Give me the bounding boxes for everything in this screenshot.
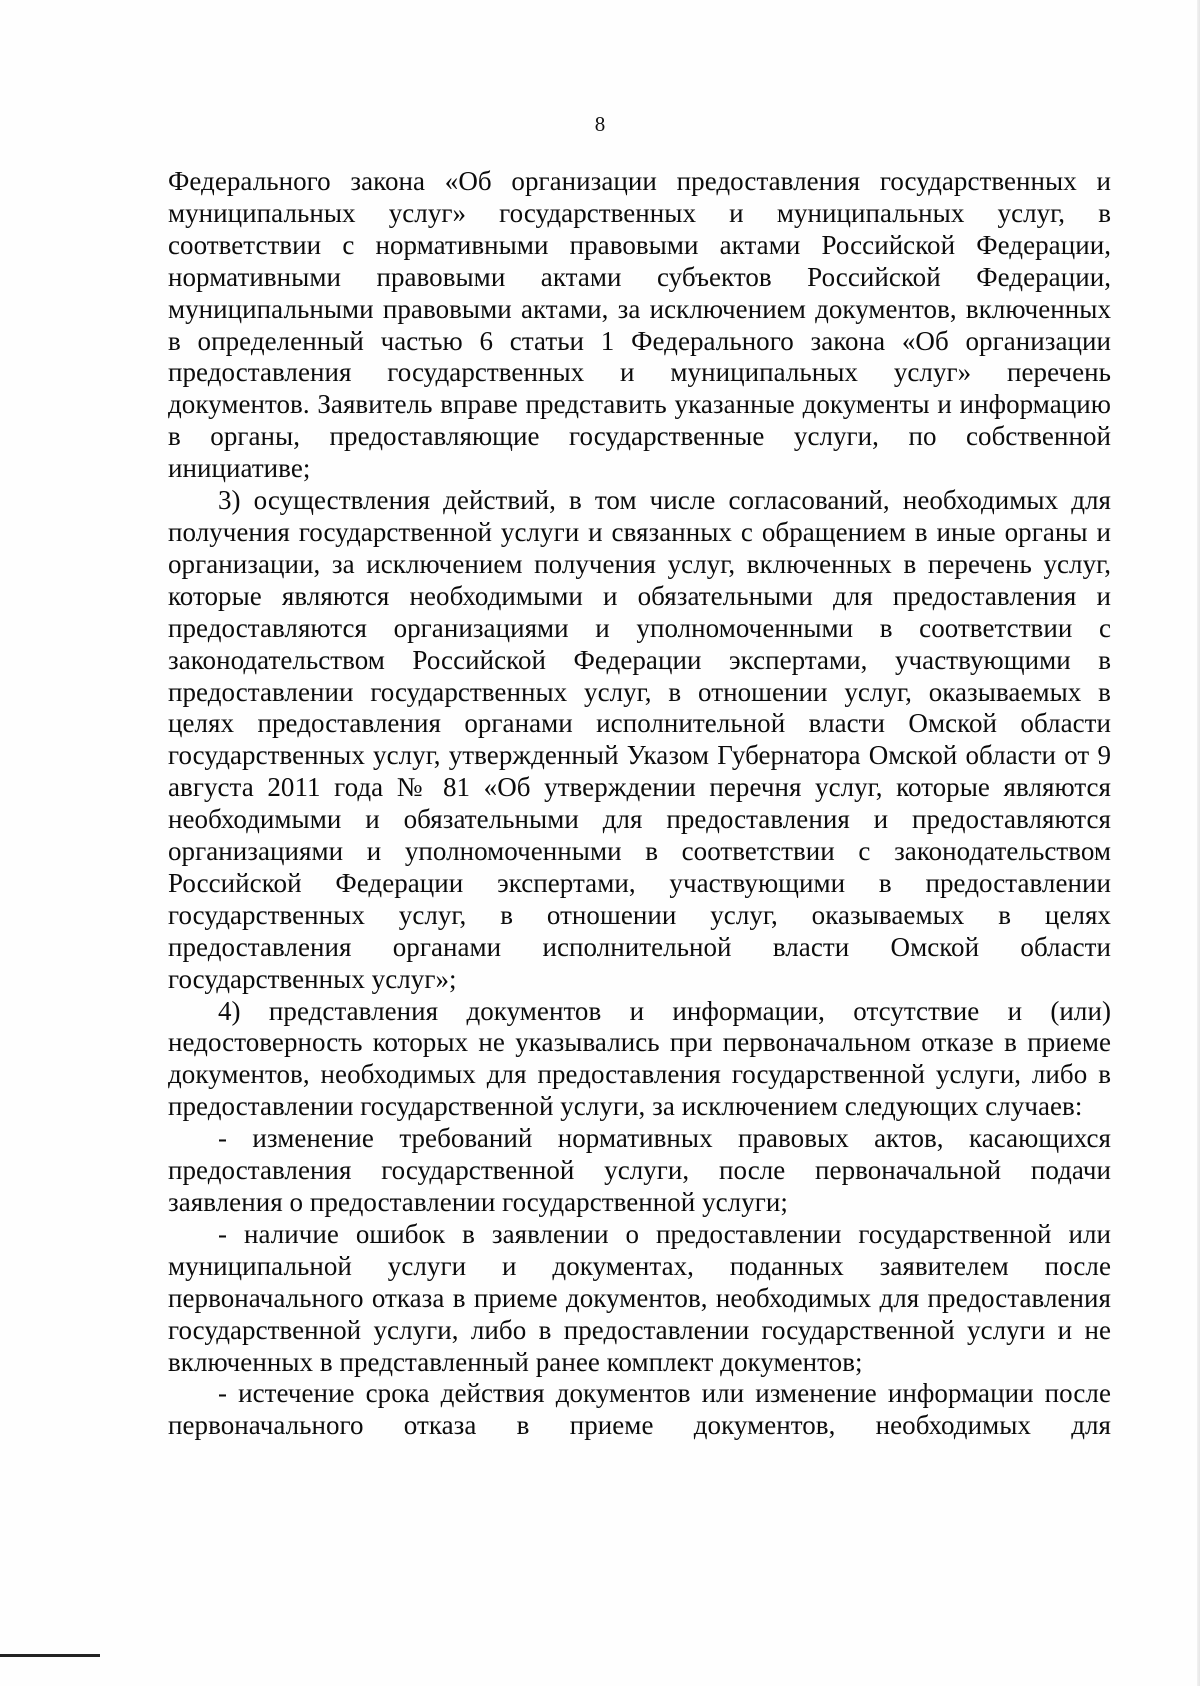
page-number: 8 [594,112,606,136]
document-body [168,166,1111,1442]
bottom-rule [0,1654,100,1657]
paragraph-continuation: Федерального закона «Об организации предоставления государственных и муниципальных услуг» государственных и муниципальных услуг, в соответствии с нормативными правовыми актами Российской Федерации, нормативными правовыми актами субъектов Российской Федерации, муниципальными правовыми актами, за исключением документов, включенных в определенный частью 6 статьи 1 Федерального закона «Об организации предоставления государственных и муниципальных услуг» перечень документов. Заявитель вправе представить указанные документы и информацию в органы, предоставляющие государственные услуги, по собственной инициативе; [168,166,1111,484]
paragraph-dash-item-1: - изменение требований нормативных правовых актов, касающихся предоставления государственной услуги, после первоначальной подачи заявления о предоставлении государственной услуги; [168,1123,1111,1217]
paragraph-dash-item-2: - наличие ошибок в заявлении о предоставлении государственной или муниципальной услуги и документах, поданных заявителем после первоначального отказа в приеме документов, необходимых для предоставления государственной услуги, либо в предоставлении государственной услуги и не включенных в представленный ранее комплект документов; [168,1218,1111,1377]
paragraph-dash-item-3: - истечение срока действия документов или изменение информации после первоначального отказа в приеме документов, необходимых для [168,1378,1111,1441]
paragraph-item-3: 3) осуществления действий, в том числе согласований, необходимых для получения государственной услуги и связанных с обращением в иные органы и организации, за исключением получения услуг, включенных в перечень услуг, которые являются необходимыми и обязательными для предоставления и предоставляются организациями и уполномоченными в соответствии с законодательством Российской Федерации экспертами, участвующими в предоставлении государственных услуг, в отношении услуг, оказываемых в целях предоставления органами исполнительной власти Омской области государственных услуг, утвержденный Указом Губернатора Омской области от 9 августа 2011 года № 81 «Об утверждении перечня услуг, которые являются необходимыми и обязательными для предоставления и предоставляются организациями и уполномоченными в соответствии с законодательством Российской Федерации экспертами, участвующими в предоставлении государственных услуг, в отношении услуг, оказываемых в целях предоставления органами исполнительной власти Омской области государственных услуг»; [168,485,1111,994]
paragraph-item-4: 4) представления документов и информации, отсутствие и (или) недостоверность которых не указывались при первоначальном отказе в приеме документов, необходимых для предоставления государственной услуги, либо в предоставлении государственной услуги, за исключением следующих случаев: [168,995,1111,1122]
